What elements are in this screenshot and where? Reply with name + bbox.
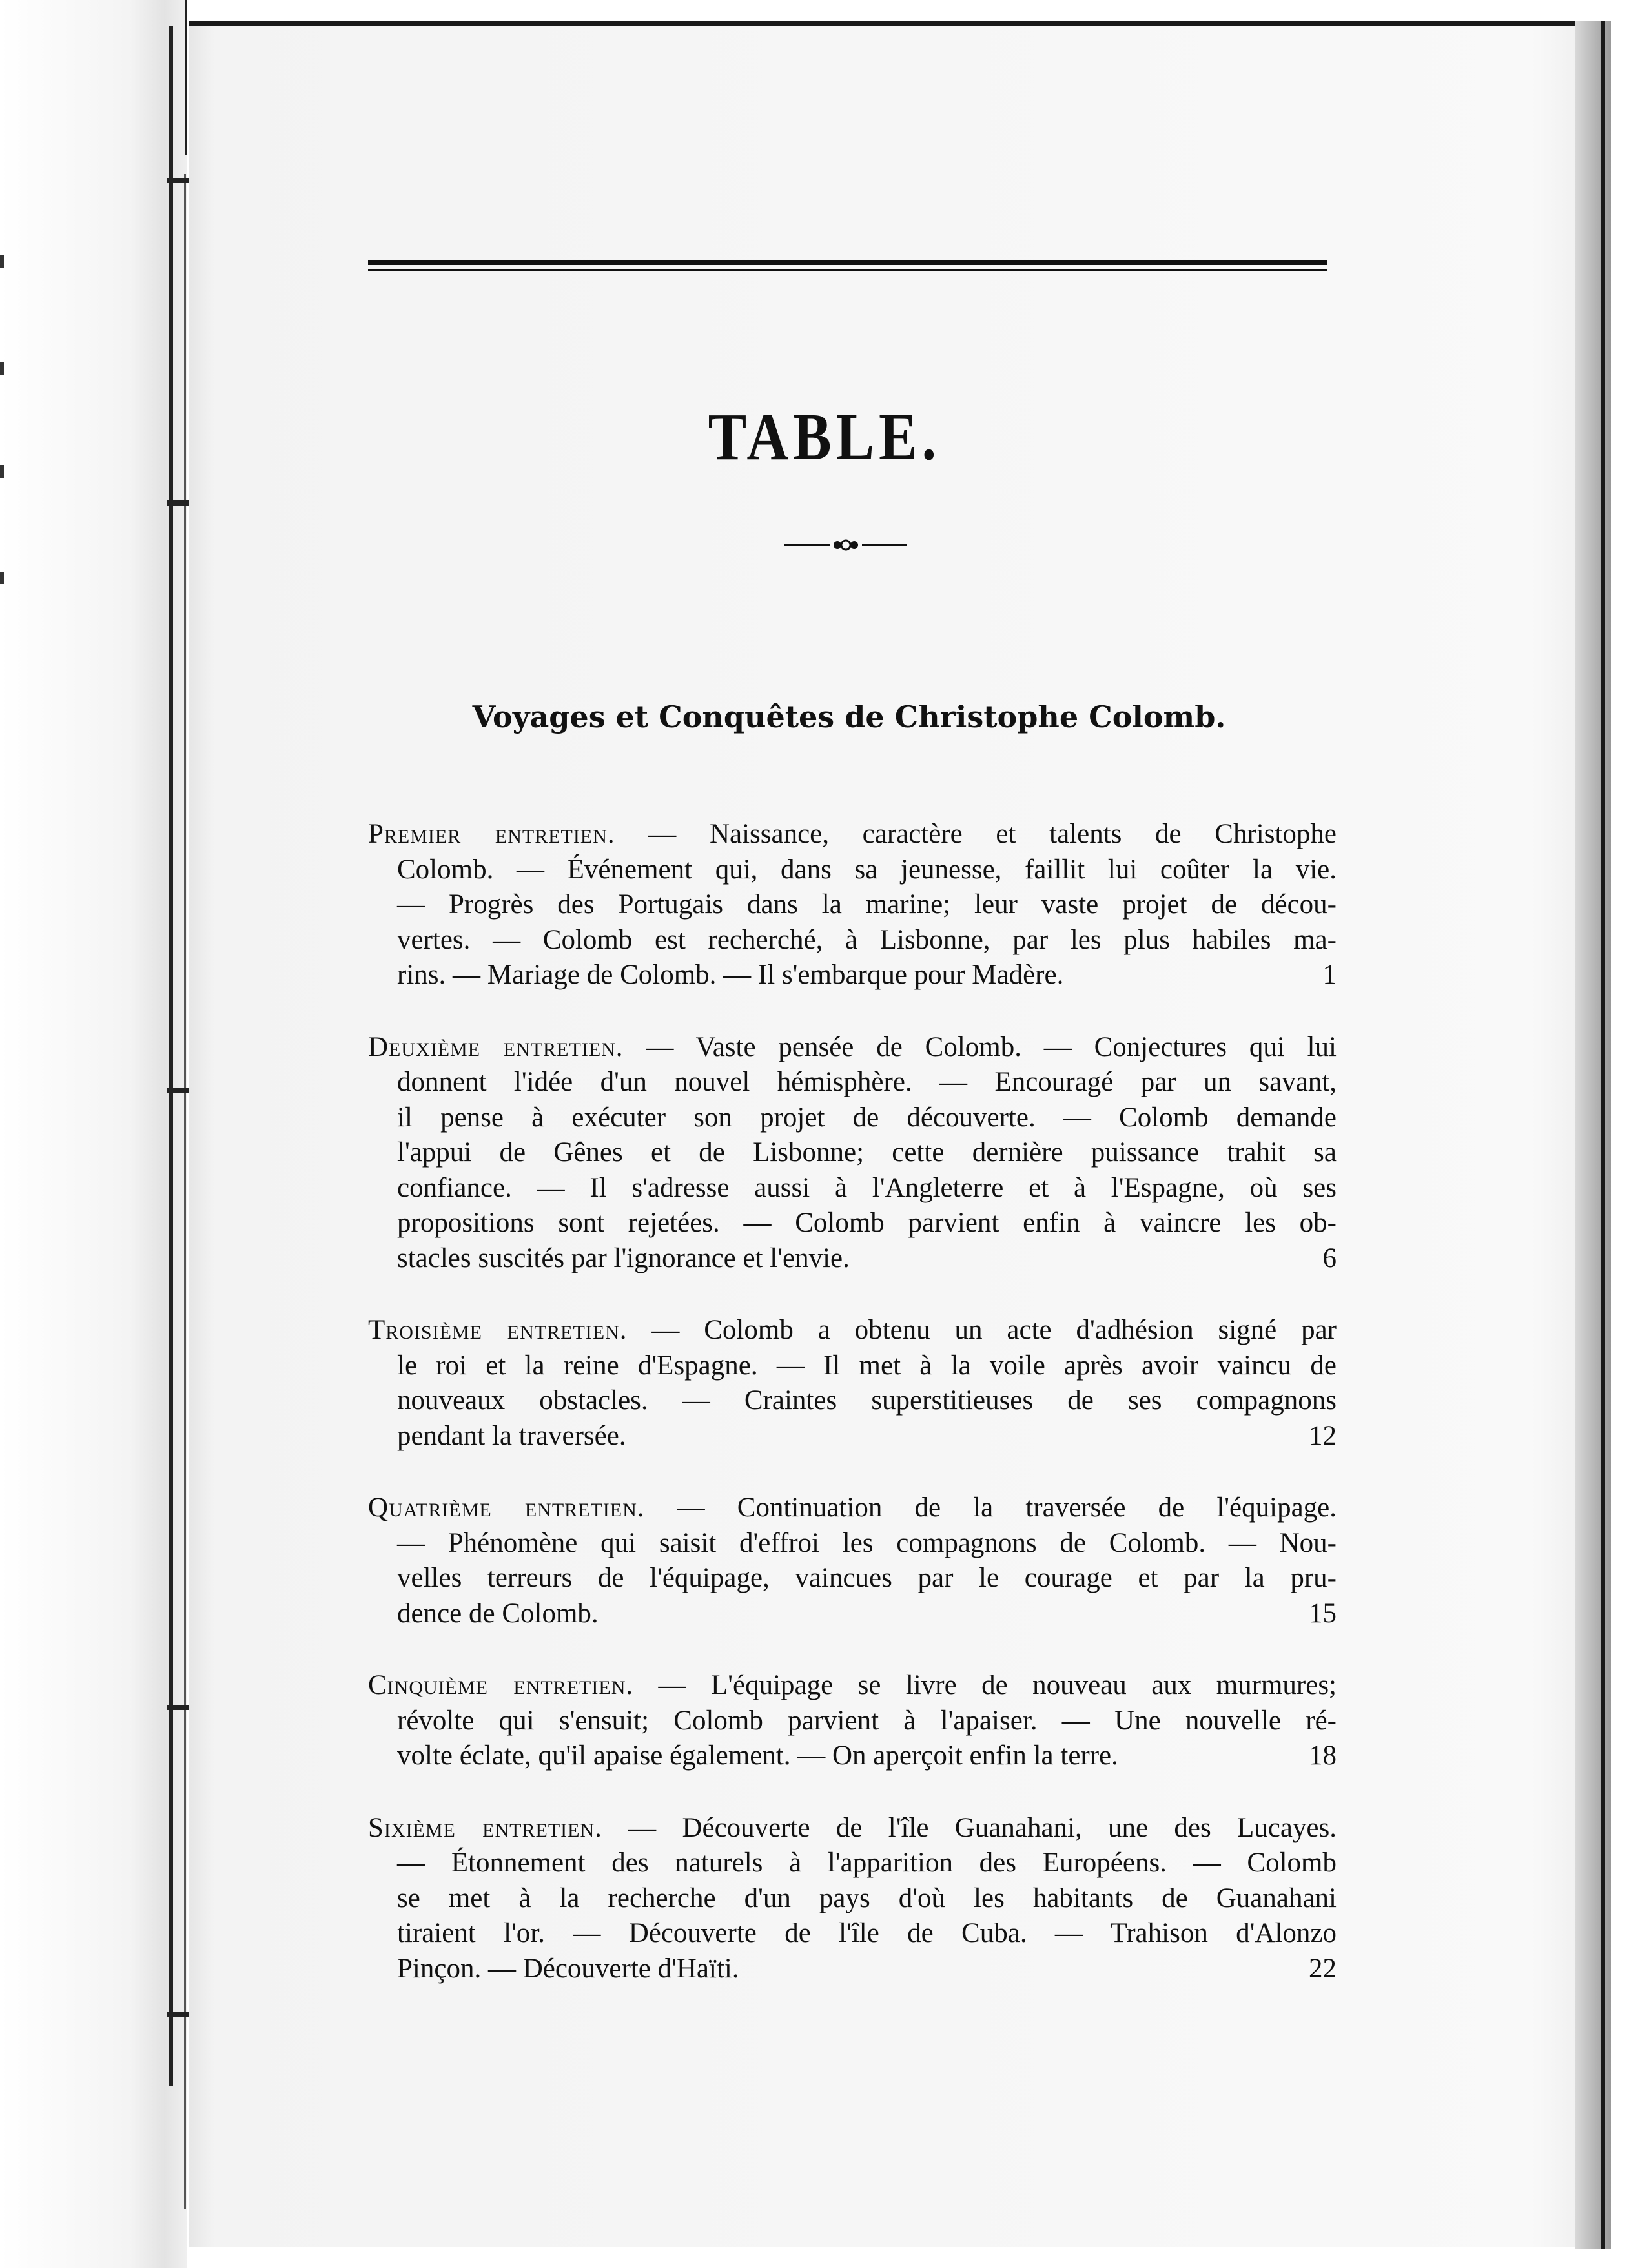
toc-entry-text: — Naissance, caractère et talents de Christophe xyxy=(615,819,1337,849)
toc-entry-line xyxy=(368,1596,1337,1632)
toc-entry xyxy=(368,1490,1337,1631)
toc-entry-text: — L'équipage se livre de nouveau aux murmures; xyxy=(633,1670,1337,1700)
toc-entry-last-line xyxy=(368,1596,1337,1632)
table-of-contents xyxy=(368,817,1337,1986)
toc-entry-last-line xyxy=(368,1738,1337,1774)
toc-entry-line xyxy=(368,852,1337,888)
toc-entry-line xyxy=(368,1313,1337,1348)
toc-entry-heading: Troisième entretien. xyxy=(368,1315,628,1345)
toc-entry-text: donnent l'idée d'un nouvel hémisphère. — Encouragé par un savant, xyxy=(397,1067,1337,1097)
toc-entry xyxy=(368,817,1337,993)
toc-entry-heading: Sixième entretien. xyxy=(368,1812,602,1843)
toc-entry-line xyxy=(368,1881,1337,1917)
toc-entry-text: — Phénomène qui saisit d'effroi les compagnons de Colomb. — Nou- xyxy=(397,1527,1337,1558)
toc-entry-text: propositions sont rejetées. — Colomb parvient enfin à vaincre les ob- xyxy=(397,1208,1337,1238)
toc-page-number: 18 xyxy=(1309,1740,1337,1771)
toc-entry-line xyxy=(368,1668,1337,1704)
toc-entry-line xyxy=(368,1030,1337,1066)
toc-entry-line xyxy=(368,1348,1337,1384)
toc-entry-last-line xyxy=(368,1419,1337,1454)
toc-entry-line xyxy=(368,1738,1337,1774)
toc-entry-heading: Deuxième entretien. xyxy=(368,1031,624,1062)
header-rule xyxy=(368,260,1327,265)
toc-entry-line xyxy=(368,1952,1337,1987)
toc-entry-text: — Vaste pensée de Colomb. — Conjectures qui lui xyxy=(623,1031,1337,1062)
toc-page-number: 1 xyxy=(1322,960,1337,990)
toc-entry-line xyxy=(368,1916,1337,1952)
toc-entry-text: confiance. — Il s'adresse aussi à l'Angleterre et à l'Espagne, où ses xyxy=(397,1172,1337,1203)
toc-entry-text: vertes. — Colomb est recherché, à Lisbonne, par les plus habiles ma- xyxy=(397,924,1337,955)
toc-entry-line xyxy=(368,1383,1337,1419)
toc-entry-last-line xyxy=(368,1241,1337,1277)
toc-entry-text: — Continuation de la traversée de l'équipage. xyxy=(644,1492,1337,1523)
toc-entry-line xyxy=(368,1419,1337,1454)
toc-entry-text: révolte qui s'ensuit; Colomb parvient à l'apaiser. — Une nouvelle ré- xyxy=(397,1705,1337,1736)
header-rule-thin xyxy=(368,269,1327,271)
toc-entry-text: volte éclate, qu'il apaise également. — On aperçoit enfin la terre. xyxy=(397,1740,1118,1771)
toc-entry-line xyxy=(368,1206,1337,1241)
toc-entry-line xyxy=(368,1526,1337,1562)
toc-entry-text: il pense à exécuter son projet de découverte. — Colomb demande xyxy=(397,1102,1337,1133)
toc-entry-text: Pinçon. — Découverte d'Haïti. xyxy=(397,1953,739,1984)
toc-entry-text: — Découverte de l'île Guanahani, une des Lucayes. xyxy=(602,1812,1337,1843)
ornament-divider xyxy=(784,537,907,553)
toc-page-number: 6 xyxy=(1322,1242,1337,1273)
toc-entry xyxy=(368,1313,1337,1454)
toc-entry-text: se met à la recherche d'un pays d'où les habitants de Guanahani xyxy=(397,1882,1337,1913)
section-title xyxy=(0,694,1640,739)
toc-entry-line xyxy=(368,1490,1337,1526)
toc-page-number: 15 xyxy=(1309,1598,1337,1629)
toc-entry-text: — Progrès des Portugais dans la marine; leur vaste projet de décou- xyxy=(397,889,1337,920)
toc-entry-text: velles terreurs de l'équipage, vaincues par le courage et par la pru- xyxy=(397,1563,1337,1593)
toc-entry-line xyxy=(368,1846,1337,1881)
toc-entry xyxy=(368,1811,1337,1987)
toc-entry-line xyxy=(368,923,1337,958)
toc-page-number: 12 xyxy=(1309,1420,1337,1451)
toc-entry xyxy=(368,1668,1337,1774)
toc-entry-line xyxy=(368,1561,1337,1596)
toc-entry-text: Colomb. — Événement qui, dans sa jeunesse, faillit lui coûter la vie. xyxy=(397,854,1337,885)
toc-entry-text: — Étonnement des naturels à l'apparition des Européens. — Colomb xyxy=(397,1848,1337,1878)
page-title: TABLE. xyxy=(708,400,941,474)
toc-entry-last-line xyxy=(368,1952,1337,1987)
toc-entry-line xyxy=(368,1065,1337,1100)
toc-entry-text: l'appui de Gênes et de Lisbonne; cette dernière puissance trahit sa xyxy=(397,1137,1337,1168)
toc-entry-heading: Cinquième entretien. xyxy=(368,1670,634,1700)
toc-entry-text: stacles suscités par l'ignorance et l'envie. xyxy=(397,1242,850,1273)
toc-entry-text: rins. — Mariage de Colomb. — Il s'embarque pour Madère. xyxy=(397,960,1064,990)
toc-entry-text: pendant la traversée. xyxy=(397,1420,626,1451)
toc-entry-line xyxy=(368,1811,1337,1846)
toc-entry-last-line xyxy=(368,958,1337,993)
toc-entry-line xyxy=(368,817,1337,852)
toc-entry-text: le roi et la reine d'Espagne. — Il met à la voile après avoir vaincu de xyxy=(397,1350,1337,1381)
toc-entry-line xyxy=(368,1171,1337,1206)
section-title-text: Voyages et Conquêtes de Christophe Colomb. xyxy=(472,699,1226,734)
toc-entry-text: tiraient l'or. — Découverte de l'île de Cuba. — Trahison d'Alonzo xyxy=(397,1918,1337,1948)
toc-entry-line xyxy=(368,1135,1337,1171)
toc-entry-text: dence de Colomb. xyxy=(397,1598,599,1629)
toc-entry-heading: Quatrième entretien. xyxy=(368,1492,645,1523)
toc-entry-heading: Premier entretien. xyxy=(368,819,615,849)
toc-entry-line xyxy=(368,887,1337,923)
toc-entry-line xyxy=(368,1704,1337,1739)
toc-entry-line xyxy=(368,1241,1337,1277)
toc-entry-line xyxy=(368,958,1337,993)
toc-entry-text: nouveaux obstacles. — Craintes superstitieuses de ses compagnons xyxy=(397,1385,1337,1416)
toc-page-number: 22 xyxy=(1309,1953,1337,1984)
toc-entry-line xyxy=(368,1100,1337,1136)
toc-entry xyxy=(368,1030,1337,1277)
toc-entry-text: — Colomb a obtenu un acte d'adhésion signé par xyxy=(627,1315,1337,1345)
